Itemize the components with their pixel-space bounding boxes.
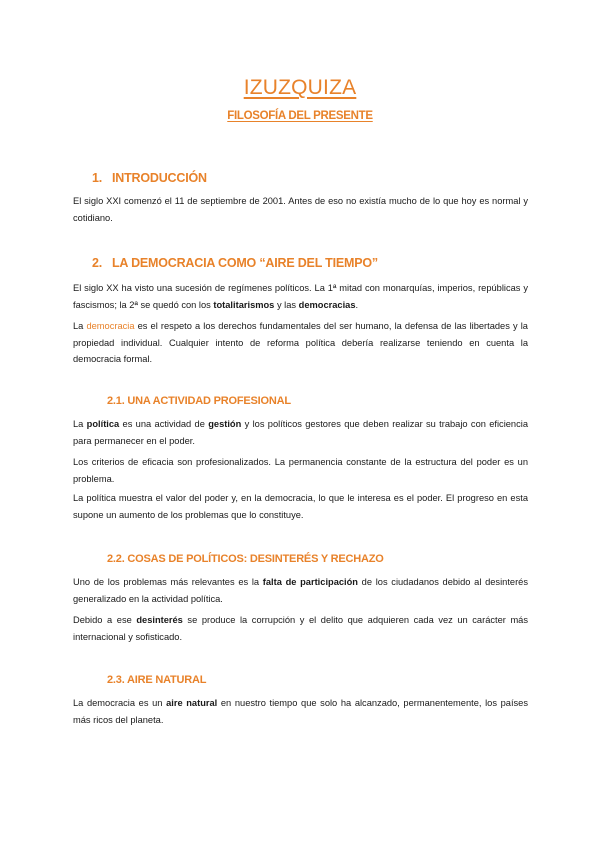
highlight-term: democracia: [86, 321, 135, 331]
text-run: en nuestro tiempo que solo ha alcanzado, permanentemente, los países más ricos del planeta.: [73, 698, 528, 725]
text-run: Uno de los problemas más relevantes es la: [73, 577, 263, 587]
paragraph-actividad-2: Los criterios de eficacia son profesionalizados. La permanencia constante de la estructura del poder es un problema.: [73, 457, 528, 484]
bold-term: totalitarismos: [213, 299, 275, 310]
text-run: El siglo XX ha visto una sucesión de regímenes políticos. La 1ª mitad con monarquías, imperios, repúblicas y fascismos; la 2ª se quedó con los: [73, 283, 528, 310]
paragraph-democracia-2: [73, 318, 528, 368]
subsection-heading-cosas: 2.2. COSAS DE POLÍTICOS: DESINTERÉS Y RECHAZO: [107, 553, 384, 565]
bold-term: política: [86, 419, 120, 429]
section-heading-intro: [92, 171, 207, 185]
paragraph-democracia-1: [73, 280, 528, 313]
text-run: y las: [274, 299, 299, 310]
text-run: es el respeto a los derechos fundamentales del ser humano, la defensa de las libertades y la propiedad individual. Cualquier intento de reforma política debería realizarse teniendo en cuenta la democracia formal.: [73, 321, 528, 364]
subsection-heading-actividad: 2.1. UNA ACTIVIDAD PROFESIONAL: [107, 395, 291, 407]
section-number: 2.: [92, 256, 103, 270]
text-run: Debido a ese: [73, 615, 137, 625]
paragraph-aire-1: [73, 695, 528, 728]
section-title: LA DEMOCRACIA COMO “AIRE DEL TIEMPO”: [112, 256, 378, 270]
text-run: La: [73, 419, 87, 429]
text-run: es una actividad de: [119, 419, 209, 429]
text-run: .: [355, 299, 359, 310]
text-run: se produce la corrupción y el delito que adquieren cada vez un carácter más internacional y sofisticado.: [73, 615, 529, 642]
bold-term: aire natural: [166, 698, 218, 708]
paragraph-cosas-1: [73, 574, 528, 607]
text-run: y los políticos gestores que deben realizar su trabajo con eficiencia para permanecer en el poder.: [73, 419, 528, 446]
bold-term: falta de participación: [262, 577, 358, 587]
section-heading-democracia: [92, 256, 378, 270]
text-run: La: [73, 321, 87, 331]
bold-term: gestión: [208, 419, 242, 429]
paragraph-actividad-1: [73, 416, 528, 449]
section-number: 1.: [92, 171, 103, 185]
paragraph-cosas-2: [73, 612, 528, 645]
document-subtitle: FILOSOFÍA DEL PRESENTE: [227, 110, 373, 122]
document-title: IZUZQUIZA: [243, 76, 357, 99]
bold-term: desinterés: [136, 615, 183, 625]
section-title: INTRODUCCIÓN: [112, 171, 207, 185]
paragraph-intro-1: El siglo XXI comenzó el 11 de septiembre de 2001. Antes de eso no existía mucho de lo que hoy es normal y cotidiano.: [73, 196, 528, 223]
text-run: de los ciudadanos debido al desinterés generalizado en la actividad política.: [73, 577, 528, 604]
bold-term: democracias: [298, 299, 356, 310]
subsection-heading-aire: 2.3. AIRE NATURAL: [107, 674, 207, 686]
paragraph-actividad-3: La política muestra el valor del poder y, en la democracia, lo que le interesa es el poder. El progreso en esta supone un aumento de los problemas que lo constituye.: [73, 493, 528, 520]
text-run: La democracia es un: [73, 698, 167, 708]
